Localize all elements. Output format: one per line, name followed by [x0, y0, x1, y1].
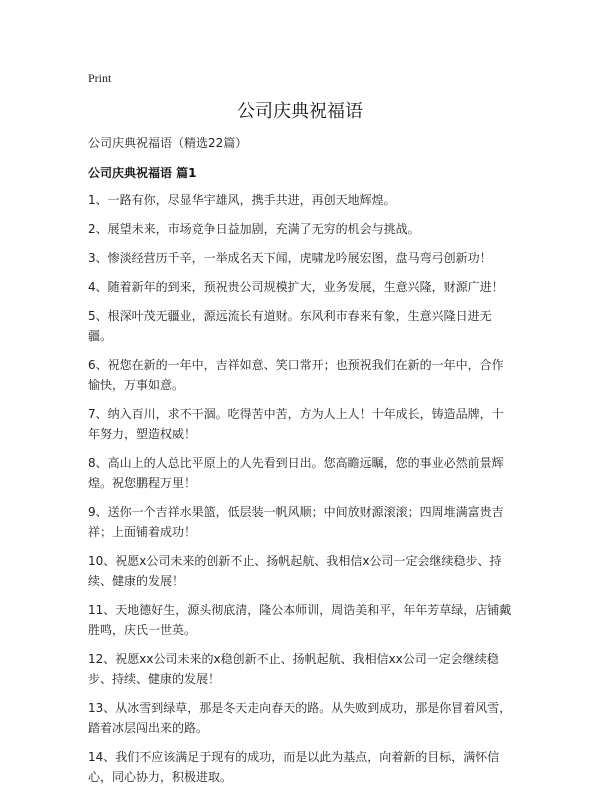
paragraph: 9、送你一个吉祥水果篮，低层装一帆风顺；中间放财源滚滚；四周堆满富贵吉祥；上面铺着成功！ — [88, 505, 504, 539]
paragraph: 7、纳入百川，求不干涸。吃得苦中苦，方为人上人！十年成长，铸造品牌，十年努力，塑造权威！ — [88, 407, 504, 441]
paragraph: 1、一路有你，尽显华宇雄风，携手共进，再创天地辉煌。 — [88, 193, 396, 207]
paragraph: 2、展望未来，市场竞争日益加剧，充满了无穷的机会与挑战。 — [88, 222, 420, 236]
paragraph: 4、随着新年的到来，预祝贵公司规模扩大，业务发展，生意兴隆，财源广进！ — [88, 280, 504, 294]
paragraph: 3、惨淡经营历千辛，一举成名天下闻，虎啸龙吟展宏图，盘马弯弓创新功！ — [88, 251, 492, 265]
document-subtitle: 公司庆典祝福语（精选22篇） — [88, 136, 248, 150]
paragraph-list — [88, 190, 512, 787]
paragraph: 11、天地德好生，源头彻底清，隆公本师训，周诰美和平，年年芳草绿，店铺戴胜鸣，庆氏一世英。 — [88, 603, 512, 637]
section-heading: 公司庆典祝福语 篇1 — [88, 166, 197, 180]
paragraph: 8、高山上的人总比平原上的人先看到日出。您高瞻远瞩，您的事业必然前景辉煌。祝您鹏程万里！ — [88, 456, 504, 490]
paragraph: 10、祝愿x公司未来的创新不止、扬帆起航、我相信x公司一定会继续稳步、持续、健康的发展！ — [88, 554, 502, 588]
paragraph: 5、根深叶茂无疆业，源远流长有道财。东风利市春来有象，生意兴隆日进无疆。 — [88, 309, 492, 343]
paragraph: 6、祝您在新的一年中，吉祥如意、笑口常开；也预祝我们在新的一年中，合作愉快，万事如意。 — [88, 358, 504, 392]
document-title: 公司庆典祝福语 — [237, 101, 363, 122]
paragraph: 14、我们不应该满足于现有的成功，而是以此为基点，向着新的目标，满怀信心，同心协力，积极进取。 — [88, 750, 500, 784]
paragraph: 13、从冰雪到绿草，那是冬天走向春天的路。从失败到成功，那是你冒着风雪，踏着冰层闯出来的路。 — [88, 701, 512, 735]
paragraph: 12、祝愿xx公司未来的x稳创新不止、扬帆起航、我相信xx公司一定会继续稳步、持续、健康的发展！ — [88, 652, 499, 686]
print-link[interactable]: Print — [88, 71, 112, 85]
